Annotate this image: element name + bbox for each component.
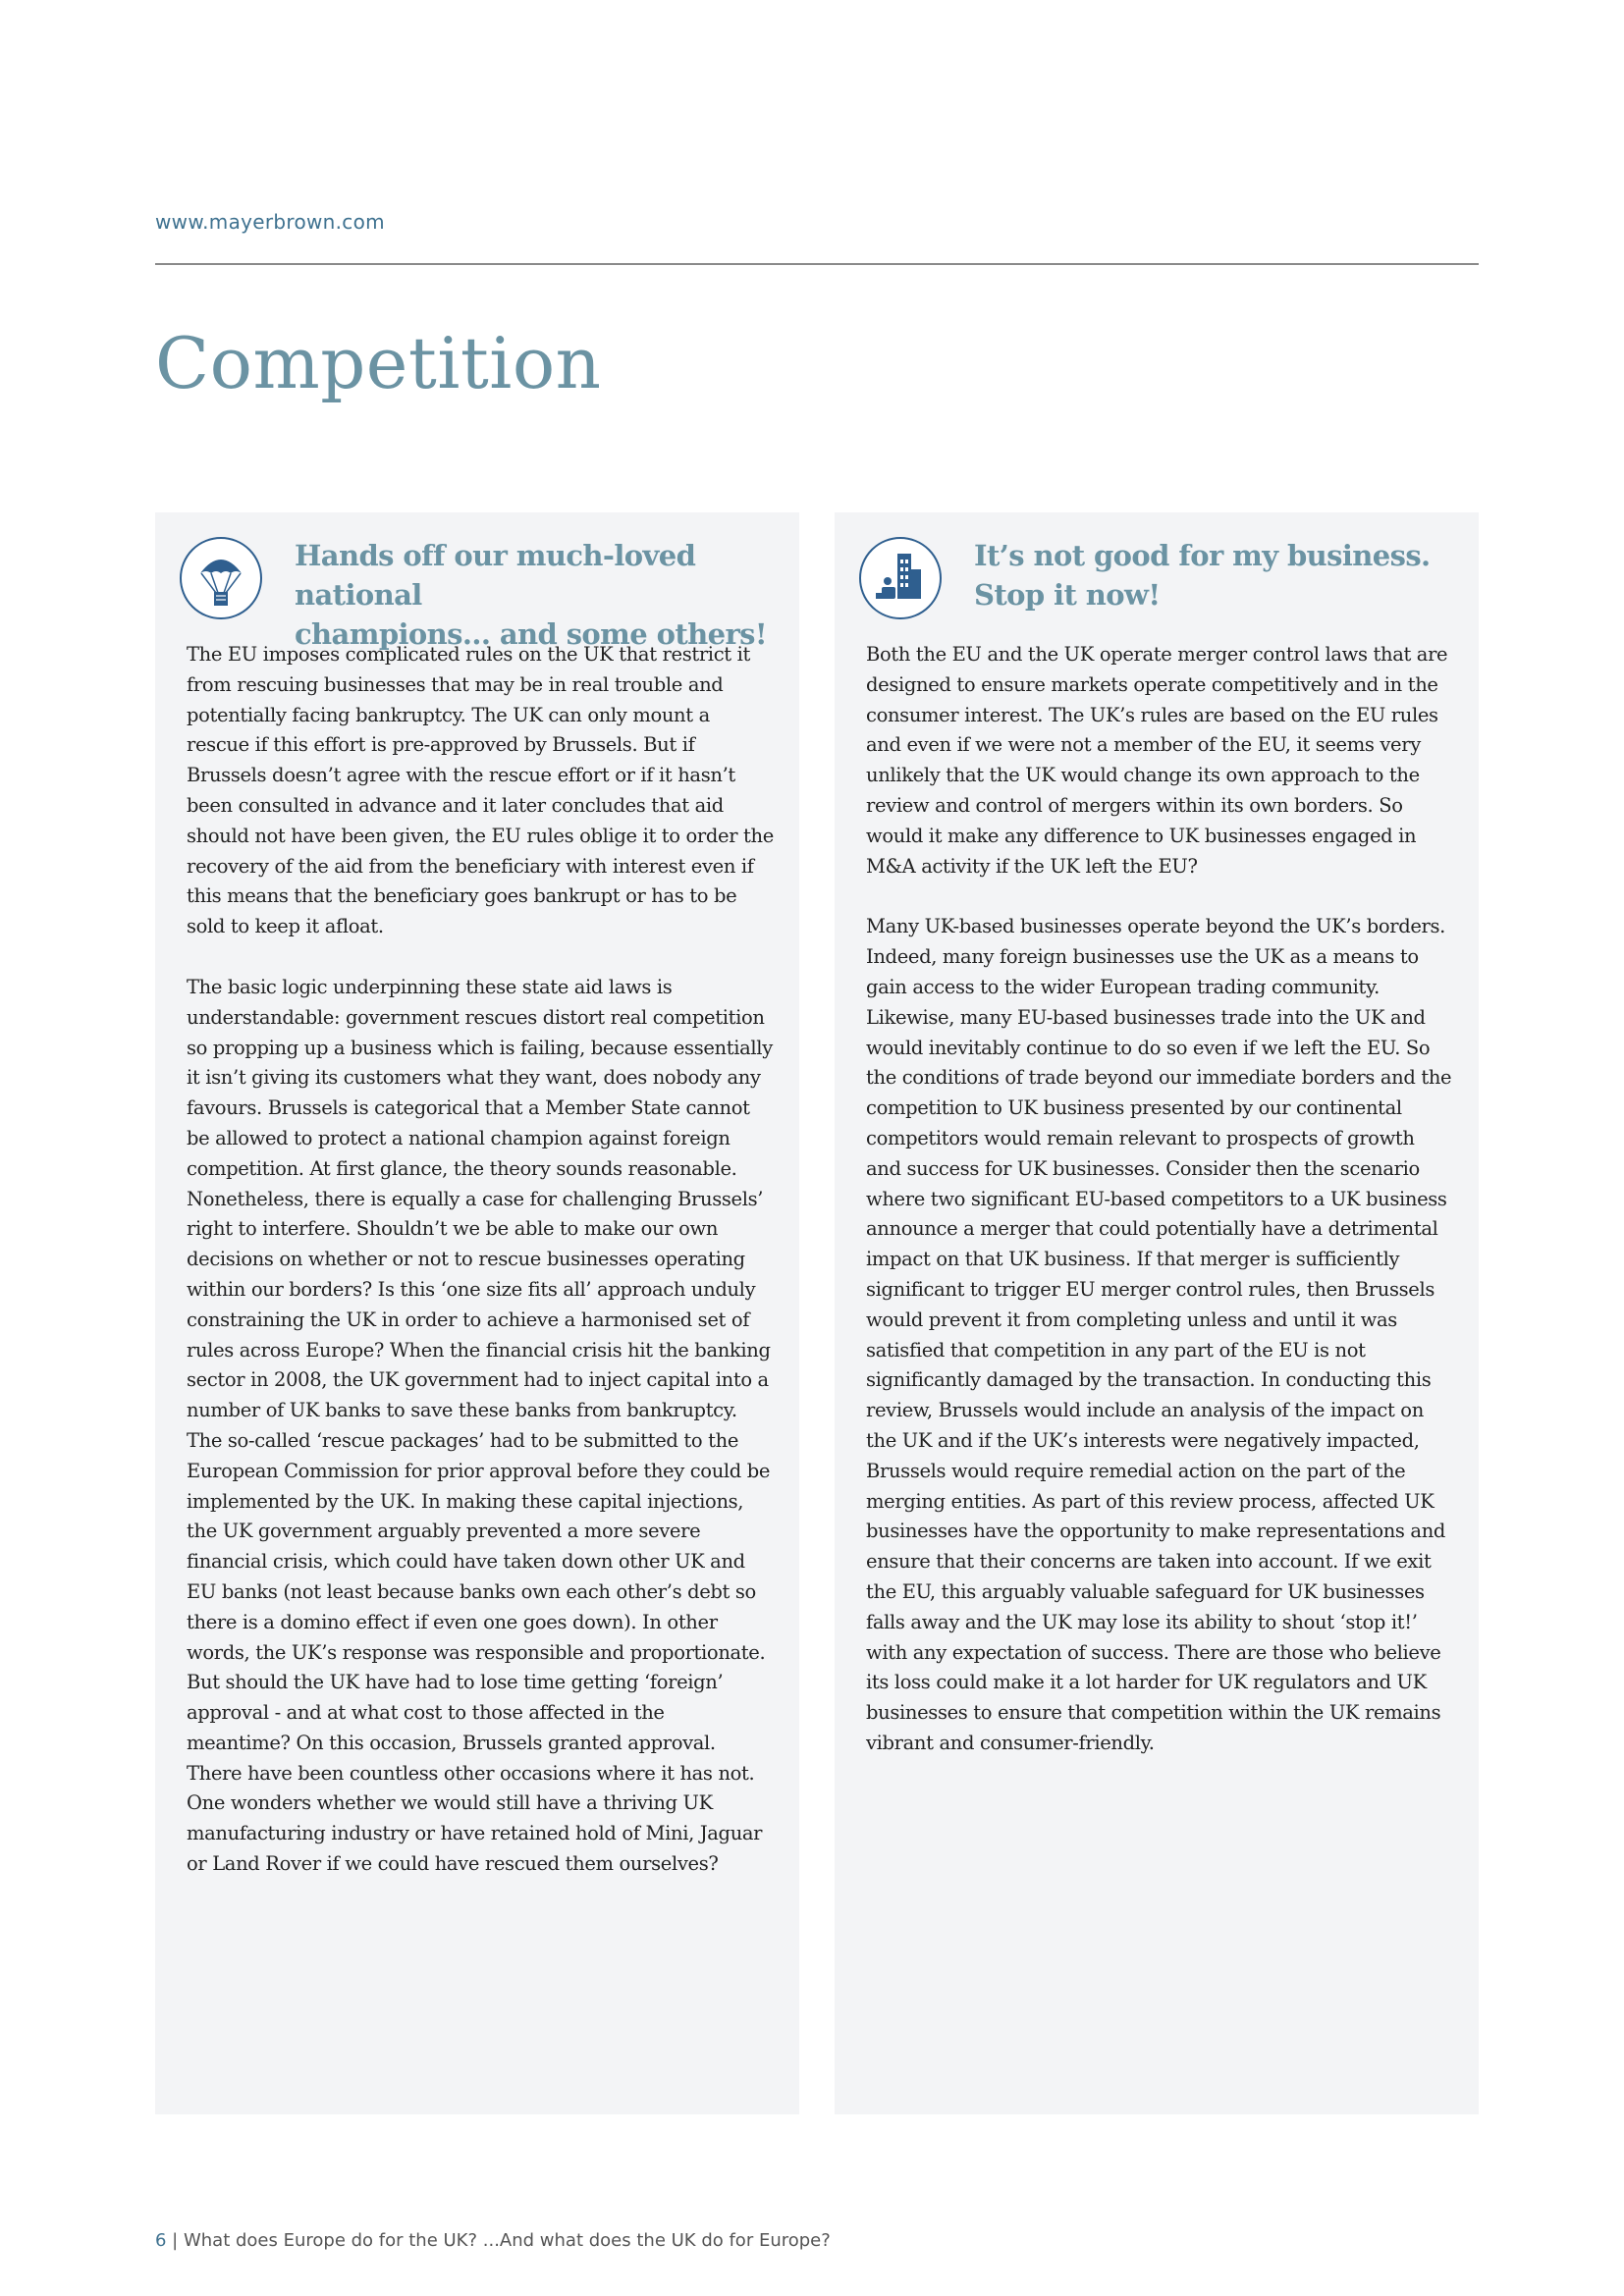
website-url[interactable]: www.mayerbrown.com [155,210,385,234]
page-number: 6 [155,2230,167,2251]
footer-text: What does Europe do for the UK? ...And what does the UK do for Europe? [183,2230,831,2251]
office-building-icon [858,536,943,620]
left-heading-line1: Hands off our much-loved national [295,539,696,612]
right-panel-heading [974,536,1455,614]
footer-separator: | [166,2230,184,2251]
left-paragraph-1: The EU imposes complicated rules on the UK that restrict it from rescuing businesses that may be in real trouble and potentially facing bankruptcy. The UK can only mount a rescue if this effort is pre-approved by Brussels. But if Brussels doesn’t agree with the rescue effort or if it hasn’t been consulted in advance and it later concludes that aid should not have been given, the EU rules oblige it to order the recovery of the aid from the beneficiary with interest even if this means that the beneficiary goes bankrupt or has to be sold to keep it afloat. [187,643,774,938]
right-paragraph-1: Both the EU and the UK operate merger control laws that are designed to ensure markets operate competitively and in the consumer interest. The UK’s rules are based on the EU rules and even if we were not a member of the EU, it seems very unlikely that the UK would change its own approach to the review and control of mergers within its own borders. So would it make any difference to UK businesses engaged in M&A activity if the UK left the EU? [866,643,1448,878]
page-footer [155,2230,831,2251]
right-heading-line2: Stop it now! [974,578,1161,612]
parachute-icon [179,536,263,620]
page-title: Competition [155,322,602,404]
left-panel-heading [295,536,776,654]
right-panel-body [866,640,1453,1789]
right-heading-line1: It’s not good for my business. [974,539,1431,572]
left-panel [155,512,799,2114]
right-paragraph-2: Many UK-based businesses operate beyond the UK’s borders. Indeed, many foreign businesses use the UK as a means to gain access to the wider European trading community. Likewise, many EU-based businesses trade into the UK and would inevitably continue to do so even if we left the EU. So the conditions of trade beyond our immediate borders and the competition to UK business presented by our continental competitors would remain relevant to prospects of growth and success for UK businesses. Consider then the scenario where two significant EU-based competitors to a UK business announce a merger that could potentially have a detrimental impact on that UK business. If that merger is sufficiently significant to trigger EU merger control rules, then Brussels would prevent it from completing unless and until it was satisfied that competition in any part of the EU is not significantly damaged by the transaction. In conducting this review, Brussels would include an analysis of the impact on the UK and if the UK’s interests were negatively impacted, Brussels would require remedial action on the part of the merging entities. As part of this review process, affected UK businesses have the opportunity to make representations and ensure that their concerns are taken into account. If we exit the EU, this arguably valuable safeguard for UK businesses falls away and the UK may lose its ability to shout ‘stop it!’ with any expectation of success. There are those who believe its loss could make it a lot harder for UK regulators and UK businesses to ensure that competition within the UK remains vibrant and consumer-friendly. [866,915,1452,1754]
left-panel-body [187,640,774,1910]
left-heading-line2: champions... and some others! [295,617,768,651]
right-panel [835,512,1479,2114]
header-divider [155,263,1479,265]
left-paragraph-2: The basic logic underpinning these state aid laws is understandable: government rescues distort real competition so propping up a business which is failing, because essentially it isn’t giving its customers what they want, does nobody any favours. Brussels is categorical that a Member State cannot be allowed to protect a national champion against foreign competition. At first glance, the theory sounds reasonable. Nonetheless, there is equally a case for challenging Brussels’ right to interfere. Shouldn’t we be able to make our own decisions on whether or not to rescue businesses operating within our borders? Is this ‘one size fits all’ approach unduly constraining the UK in order to achieve a harmonised set of rules across Europe? When the financial crisis hit the banking sector in 2008, the UK government had to inject capital into a number of UK banks to save these banks from bankruptcy. The so-called ‘rescue packages’ had to be submitted to the European Commission for prior approval before they could be implemented by the UK. In making these capital injections, the UK government arguably prevented a more severe financial crisis, which could have taken down other UK and EU banks (not least because banks own each other’s debt so there is a domino effect if even one goes down). In other words, the UK’s response was responsible and proportionate. But should the UK have had to lose time getting ‘foreign’ approval - and at what cost to those affected in the meantime? On this occasion, Brussels granted approval. There have been countless other occasions where it has not. One wonders whether we would still have a thriving UK manufacturing industry or have retained hold of Mini, Jaguar or Land Rover if we could have rescued them ourselves? [187,975,773,1876]
